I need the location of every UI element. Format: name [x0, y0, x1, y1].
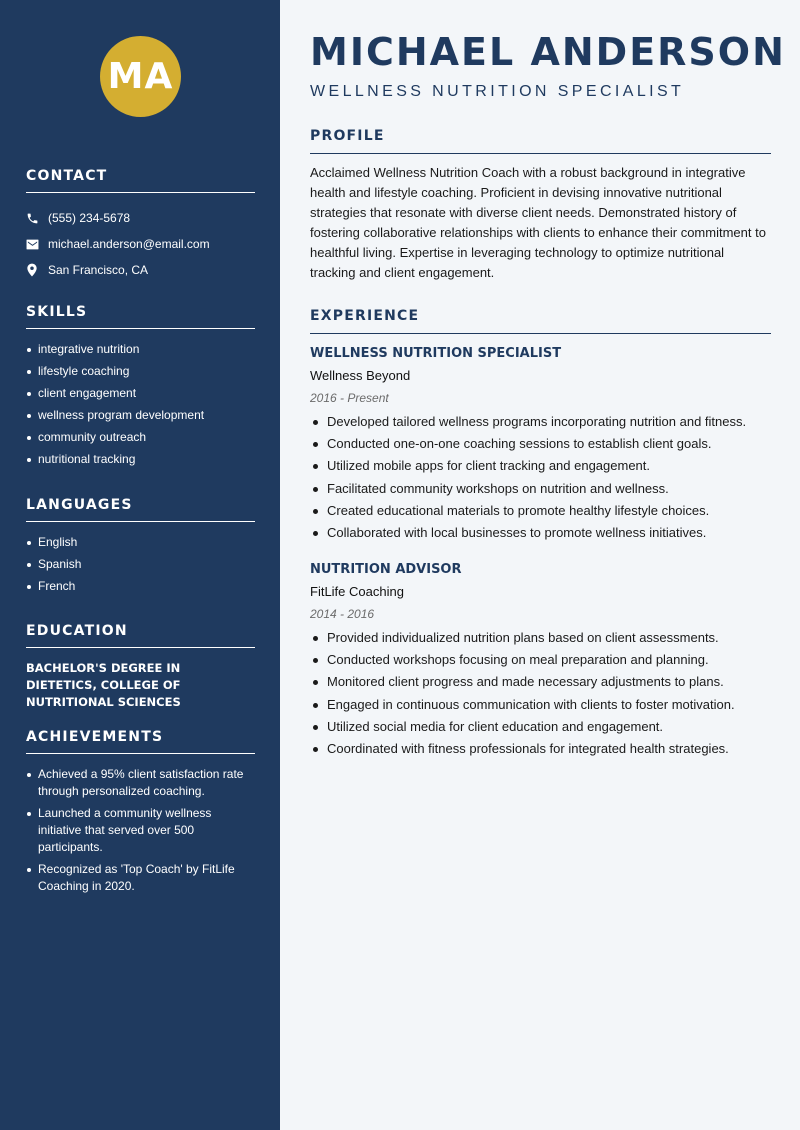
job-title-header: WELLNESS NUTRITION SPECIALIST — [310, 83, 685, 100]
job-title: NUTRITION ADVISOR — [310, 562, 462, 577]
job-dates: 2016 - Present — [310, 391, 389, 405]
job-bullet: Created educational materials to promote healthy lifestyle choices. — [310, 503, 771, 519]
achievement-item: Achieved a 95% client satisfaction rate through personalized coaching. — [26, 766, 255, 800]
job-title: WELLNESS NUTRITION SPECIALIST — [310, 346, 562, 361]
skill-item: client engagement — [26, 385, 255, 401]
contact-heading: CONTACT — [26, 168, 255, 193]
achievements-list — [26, 766, 255, 895]
email-text: michael.anderson@email.com — [48, 237, 210, 251]
job-bullet: Engaged in continuous communication with clients to foster motivation. — [310, 697, 771, 713]
skill-item: lifestyle coaching — [26, 363, 255, 379]
job-bullet: Utilized social media for client education and engagement. — [310, 719, 771, 735]
skill-item: nutritional tracking — [26, 451, 255, 467]
achievement-item: Launched a community wellness initiative that served over 500 participants. — [26, 805, 255, 856]
job-bullets — [310, 630, 771, 757]
achievements-heading: ACHIEVEMENTS — [26, 729, 255, 754]
skill-item: integrative nutrition — [26, 341, 255, 357]
job-entry — [310, 345, 771, 547]
profile-heading: PROFILE — [310, 128, 771, 154]
language-item: Spanish — [26, 556, 255, 572]
job-bullet: Conducted workshops focusing on meal preparation and planning. — [310, 652, 771, 668]
sidebar — [0, 0, 280, 1130]
profile-text: Acclaimed Wellness Nutrition Coach with a robust background in integrative health and lifestyle coaching. Proficient in devising innovative nutritional strategies that resonate with diverse client needs. Demonstrated history of fostering collaborative relationships with clients to enhance their commitment to healthful living. Expertise in leveraging technology to optimize nutritional tracking and client engagement. — [310, 165, 766, 280]
avatar: MA — [100, 36, 181, 117]
phone-icon — [26, 212, 48, 225]
languages-heading: LANGUAGES — [26, 497, 255, 522]
achievement-item: Recognized as 'Top Coach' by FitLife Coaching in 2020. — [26, 861, 255, 895]
mail-icon — [26, 239, 48, 250]
job-company: FitLife Coaching — [310, 584, 404, 599]
contact-location — [26, 257, 255, 283]
job-bullet: Coordinated with fitness professionals for integrated health strategies. — [310, 741, 771, 757]
job-company: Wellness Beyond — [310, 368, 411, 383]
job-bullets — [310, 414, 771, 541]
language-item: English — [26, 534, 255, 550]
job-entry — [310, 561, 771, 763]
person-name: MICHAEL ANDERSON — [310, 30, 786, 74]
job-bullet: Provided individualized nutrition plans based on client assessments. — [310, 630, 771, 646]
education-section — [26, 623, 255, 711]
languages-section — [26, 497, 255, 600]
achievements-section — [26, 729, 255, 900]
skills-section — [26, 304, 255, 473]
contact-phone — [26, 205, 255, 231]
languages-list — [26, 534, 255, 594]
job-bullet: Conducted one-on-one coaching sessions to establish client goals. — [310, 436, 771, 452]
experience-heading: EXPERIENCE — [310, 308, 771, 334]
phone-text: (555) 234-5678 — [48, 211, 131, 225]
job-bullet: Facilitated community workshops on nutrition and wellness. — [310, 481, 771, 497]
education-degree: BACHELOR'S DEGREE IN DIETETICS, COLLEGE OF NUTRITIONAL SCIENCES — [26, 661, 181, 709]
skills-heading: SKILLS — [26, 304, 255, 329]
contact-section — [26, 168, 255, 283]
job-bullet: Developed tailored wellness programs incorporating nutrition and fitness. — [310, 414, 771, 430]
skill-item: community outreach — [26, 429, 255, 445]
education-heading: EDUCATION — [26, 623, 255, 648]
skill-item: wellness program development — [26, 407, 255, 423]
job-dates: 2014 - 2016 — [310, 607, 375, 621]
location-pin-icon — [26, 263, 48, 277]
location-text: San Francisco, CA — [48, 263, 149, 277]
contact-email — [26, 231, 255, 257]
language-item: French — [26, 578, 255, 594]
job-bullet: Utilized mobile apps for client tracking and engagement. — [310, 458, 771, 474]
skills-list — [26, 341, 255, 467]
job-bullet: Collaborated with local businesses to promote wellness initiatives. — [310, 525, 771, 541]
job-bullet: Monitored client progress and made necessary adjustments to plans. — [310, 674, 771, 690]
